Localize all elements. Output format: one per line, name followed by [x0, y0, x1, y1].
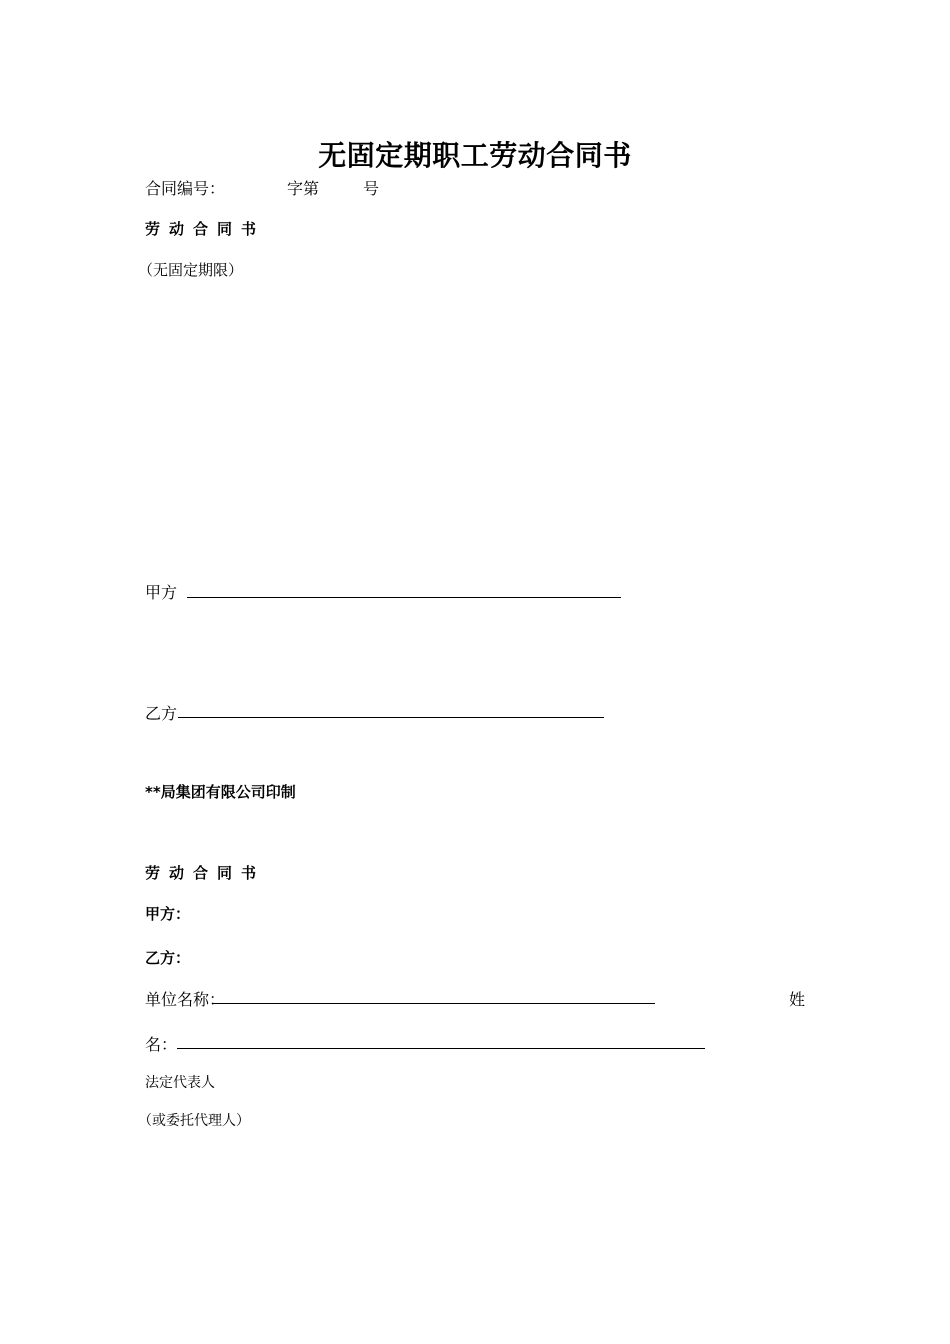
party-a-label: 甲方： — [145, 905, 191, 923]
contract-number-hao: 号 — [363, 179, 380, 198]
cover-heading: 劳动合同书 — [145, 220, 266, 238]
party-b-cover-line — [178, 717, 604, 718]
contract-number-label: 合同编号： — [145, 179, 226, 198]
name-label: 名： — [145, 1035, 178, 1054]
legal-representative-label: 法定代表人 — [145, 1075, 215, 1091]
unit-name-label: 单位名称： — [145, 990, 226, 1009]
document-title: 无固定期职工劳动合同书 — [318, 139, 632, 172]
party-b-label: 乙方： — [145, 949, 191, 967]
name-line — [177, 1048, 705, 1049]
cover-subtitle: （无固定期限） — [138, 261, 244, 279]
party-a-cover-label: 甲方 — [145, 583, 178, 602]
printer-note: **局集团有限公司印制 — [145, 783, 296, 801]
party-a-cover-line — [187, 597, 621, 598]
agent-note: （或委托代理人） — [138, 1113, 250, 1129]
body-heading: 劳动合同书 — [145, 864, 266, 882]
party-b-cover-label: 乙方 — [145, 704, 178, 723]
surname-char: 姓 — [789, 990, 806, 1009]
unit-name-line — [212, 1003, 655, 1004]
contract-number-zi: 字第 — [287, 179, 320, 198]
